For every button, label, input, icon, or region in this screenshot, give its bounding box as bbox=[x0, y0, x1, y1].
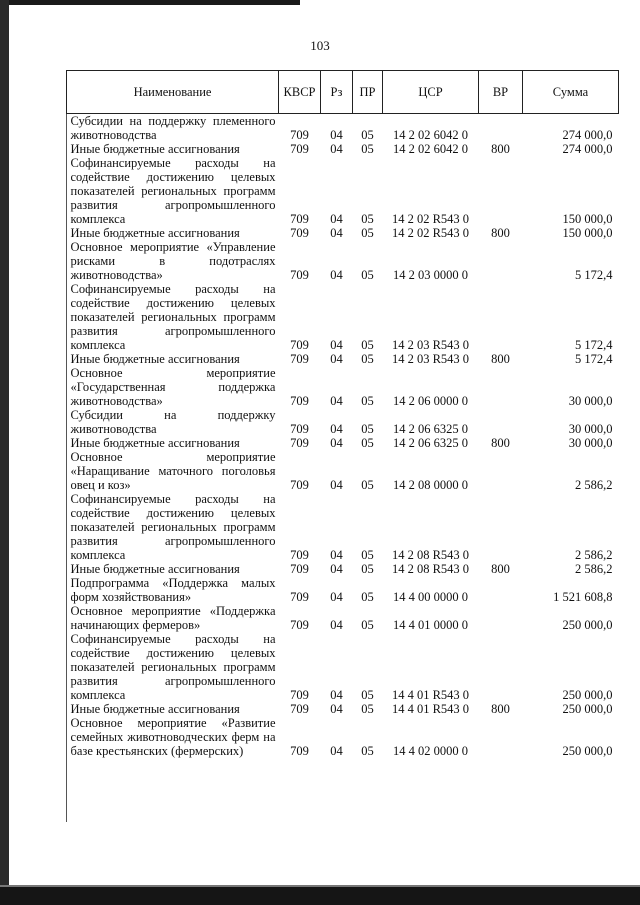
table-row bbox=[67, 156, 619, 226]
column-header-sum: Сумма bbox=[523, 71, 619, 114]
row-sum: 1 521 608,8 bbox=[553, 590, 613, 604]
row-csr: 14 2 02 6042 0 bbox=[393, 142, 468, 156]
row-vr bbox=[479, 716, 523, 758]
row-kvsr: 709 bbox=[290, 142, 309, 156]
row-sum: 250 000,0 bbox=[562, 744, 613, 758]
row-sum: 250 000,0 bbox=[562, 702, 613, 716]
row-sum: 5 172,4 bbox=[575, 352, 613, 366]
row-csr: 14 2 03 0000 0 bbox=[393, 268, 468, 282]
row-vr bbox=[479, 156, 523, 226]
row-pr: 05 bbox=[361, 688, 374, 702]
table-row bbox=[67, 576, 619, 604]
row-rz: 04 bbox=[330, 394, 343, 408]
row-vr bbox=[479, 632, 523, 702]
row-name: Субсидии на поддержку племенного животноводства bbox=[70, 114, 276, 142]
row-csr: 14 2 03 R543 0 bbox=[391, 352, 470, 366]
row-csr: 14 2 06 6325 0 bbox=[393, 436, 468, 450]
row-name: Иные бюджетные ассигнования bbox=[70, 436, 240, 450]
row-kvsr: 709 bbox=[290, 618, 309, 632]
row-rz: 04 bbox=[330, 688, 343, 702]
row-sum: 30 000,0 bbox=[568, 422, 613, 436]
row-csr: 14 2 06 0000 0 bbox=[393, 394, 468, 408]
row-sum: 150 000,0 bbox=[562, 226, 613, 240]
row-pr: 05 bbox=[361, 436, 374, 450]
table-body bbox=[67, 114, 619, 759]
row-vr bbox=[479, 450, 523, 492]
row-name: Основное мероприятие «Развитие семейных животноводческих ферм на базе крестьянских (фермерских) bbox=[70, 716, 276, 758]
row-kvsr: 709 bbox=[290, 744, 309, 758]
column-header-name: Наименование bbox=[67, 71, 279, 114]
row-vr: 800 bbox=[491, 562, 510, 576]
row-vr bbox=[479, 282, 523, 352]
table-row bbox=[67, 702, 619, 716]
table-row bbox=[67, 436, 619, 450]
row-sum: 5 172,4 bbox=[575, 268, 613, 282]
row-csr: 14 4 01 0000 0 bbox=[393, 618, 468, 632]
row-vr bbox=[479, 604, 523, 632]
table-row bbox=[67, 366, 619, 408]
row-kvsr: 709 bbox=[290, 352, 309, 366]
row-rz: 04 bbox=[330, 226, 343, 240]
scan-left-edge bbox=[0, 0, 9, 905]
table-row bbox=[67, 604, 619, 632]
table-row bbox=[67, 352, 619, 366]
row-csr: 14 2 06 6325 0 bbox=[393, 422, 468, 436]
column-header-kvsr: КВСР bbox=[279, 71, 321, 114]
row-sum: 274 000,0 bbox=[562, 142, 613, 156]
row-pr: 05 bbox=[361, 618, 374, 632]
row-vr: 800 bbox=[491, 142, 510, 156]
row-csr: 14 2 02 6042 0 bbox=[393, 128, 468, 142]
row-kvsr: 709 bbox=[290, 394, 309, 408]
row-sum: 250 000,0 bbox=[562, 618, 613, 632]
row-name: Иные бюджетные ассигнования bbox=[70, 562, 240, 576]
row-kvsr: 709 bbox=[290, 688, 309, 702]
row-kvsr: 709 bbox=[290, 338, 309, 352]
column-header-rz: Рз bbox=[321, 71, 353, 114]
row-rz: 04 bbox=[330, 212, 343, 226]
scan-bottom-edge bbox=[0, 887, 640, 905]
row-vr bbox=[479, 576, 523, 604]
row-rz: 04 bbox=[330, 128, 343, 142]
row-pr: 05 bbox=[361, 702, 374, 716]
row-csr: 14 2 08 R543 0 bbox=[391, 548, 470, 562]
row-name: Субсидии на поддержку животноводства bbox=[70, 408, 276, 436]
row-rz: 04 bbox=[330, 338, 343, 352]
row-vr: 800 bbox=[491, 436, 510, 450]
row-pr: 05 bbox=[361, 394, 374, 408]
row-rz: 04 bbox=[330, 618, 343, 632]
row-kvsr: 709 bbox=[290, 268, 309, 282]
row-pr: 05 bbox=[361, 478, 374, 492]
row-sum: 30 000,0 bbox=[568, 394, 613, 408]
row-sum: 2 586,2 bbox=[575, 562, 613, 576]
row-rz: 04 bbox=[330, 268, 343, 282]
row-sum: 250 000,0 bbox=[562, 688, 613, 702]
row-vr bbox=[479, 240, 523, 282]
row-pr: 05 bbox=[361, 562, 374, 576]
row-name: Подпрограмма «Поддержка малых форм хозяйствования» bbox=[70, 576, 276, 604]
row-csr: 14 4 00 0000 0 bbox=[393, 590, 468, 604]
row-kvsr: 709 bbox=[290, 226, 309, 240]
row-rz: 04 bbox=[330, 702, 343, 716]
row-sum: 2 586,2 bbox=[575, 478, 613, 492]
row-rz: 04 bbox=[330, 436, 343, 450]
page-number: 103 bbox=[310, 38, 330, 53]
row-pr: 05 bbox=[361, 590, 374, 604]
column-header-csr: ЦСР bbox=[383, 71, 479, 114]
row-vr bbox=[479, 366, 523, 408]
row-rz: 04 bbox=[330, 142, 343, 156]
budget-table bbox=[66, 70, 619, 758]
row-vr: 800 bbox=[491, 702, 510, 716]
column-header-pr: ПР bbox=[353, 71, 383, 114]
row-name: Софинансируемые расходы на содействие достижению целевых показателей региональных программ развития агропромышленного комплекса bbox=[70, 282, 276, 352]
table-row bbox=[67, 282, 619, 352]
row-vr bbox=[479, 408, 523, 436]
row-kvsr: 709 bbox=[290, 436, 309, 450]
table-header-row bbox=[67, 71, 619, 114]
row-pr: 05 bbox=[361, 352, 374, 366]
row-name: Иные бюджетные ассигнования bbox=[70, 702, 240, 716]
row-sum: 150 000,0 bbox=[562, 212, 613, 226]
row-name: Софинансируемые расходы на содействие достижению целевых показателей региональных программ развития агропромышленного комплекса bbox=[70, 156, 276, 226]
row-csr: 14 2 08 0000 0 bbox=[393, 478, 468, 492]
row-sum: 274 000,0 bbox=[562, 128, 613, 142]
row-name: Основное мероприятие «Государственная поддержка животноводства» bbox=[70, 366, 276, 408]
row-vr bbox=[479, 114, 523, 143]
row-pr: 05 bbox=[361, 128, 374, 142]
row-csr: 14 2 03 R543 0 bbox=[391, 338, 470, 352]
row-rz: 04 bbox=[330, 422, 343, 436]
table-row bbox=[67, 142, 619, 156]
row-csr: 14 4 01 R543 0 bbox=[391, 702, 470, 716]
row-kvsr: 709 bbox=[290, 548, 309, 562]
row-sum: 5 172,4 bbox=[575, 338, 613, 352]
table-row bbox=[67, 632, 619, 702]
row-name: Иные бюджетные ассигнования bbox=[70, 142, 240, 156]
row-pr: 05 bbox=[361, 338, 374, 352]
row-name: Иные бюджетные ассигнования bbox=[70, 352, 240, 366]
table-row bbox=[67, 408, 619, 436]
row-pr: 05 bbox=[361, 422, 374, 436]
row-rz: 04 bbox=[330, 478, 343, 492]
row-kvsr: 709 bbox=[290, 128, 309, 142]
table-row bbox=[67, 240, 619, 282]
table-row bbox=[67, 226, 619, 240]
row-name: Основное мероприятие «Поддержка начинающих фермеров» bbox=[70, 604, 276, 632]
row-rz: 04 bbox=[330, 548, 343, 562]
row-csr: 14 2 02 R543 0 bbox=[391, 226, 470, 240]
row-kvsr: 709 bbox=[290, 590, 309, 604]
table-row bbox=[67, 114, 619, 143]
row-rz: 04 bbox=[330, 744, 343, 758]
row-name: Софинансируемые расходы на содействие достижению целевых показателей региональных программ развития агропромышленного комплекса bbox=[70, 492, 276, 562]
row-pr: 05 bbox=[361, 212, 374, 226]
row-name: Софинансируемые расходы на содействие достижению целевых показателей региональных программ развития агропромышленного комплекса bbox=[70, 632, 276, 702]
row-csr: 14 2 02 R543 0 bbox=[391, 212, 470, 226]
row-kvsr: 709 bbox=[290, 702, 309, 716]
scan-top-edge bbox=[0, 0, 300, 5]
row-pr: 05 bbox=[361, 744, 374, 758]
table-row bbox=[67, 716, 619, 758]
row-kvsr: 709 bbox=[290, 212, 309, 226]
table-row bbox=[67, 450, 619, 492]
row-name: Основное мероприятие «Управление рисками в подотраслях животноводства» bbox=[70, 240, 276, 282]
row-csr: 14 4 02 0000 0 bbox=[393, 744, 468, 758]
table-row bbox=[67, 562, 619, 576]
row-vr: 800 bbox=[491, 226, 510, 240]
row-name: Иные бюджетные ассигнования bbox=[70, 226, 240, 240]
row-sum: 2 586,2 bbox=[575, 548, 613, 562]
table-row bbox=[67, 492, 619, 562]
row-csr: 14 2 08 R543 0 bbox=[391, 562, 470, 576]
row-kvsr: 709 bbox=[290, 562, 309, 576]
row-sum: 30 000,0 bbox=[568, 436, 613, 450]
row-rz: 04 bbox=[330, 352, 343, 366]
row-pr: 05 bbox=[361, 226, 374, 240]
row-pr: 05 bbox=[361, 268, 374, 282]
column-header-vr: ВР bbox=[479, 71, 523, 114]
row-rz: 04 bbox=[330, 562, 343, 576]
row-pr: 05 bbox=[361, 142, 374, 156]
row-vr bbox=[479, 492, 523, 562]
row-name: Основное мероприятие «Наращивание маточного поголовья овец и коз» bbox=[70, 450, 276, 492]
row-kvsr: 709 bbox=[290, 478, 309, 492]
row-csr: 14 4 01 R543 0 bbox=[391, 688, 470, 702]
row-rz: 04 bbox=[330, 590, 343, 604]
row-pr: 05 bbox=[361, 548, 374, 562]
row-kvsr: 709 bbox=[290, 422, 309, 436]
row-vr: 800 bbox=[491, 352, 510, 366]
